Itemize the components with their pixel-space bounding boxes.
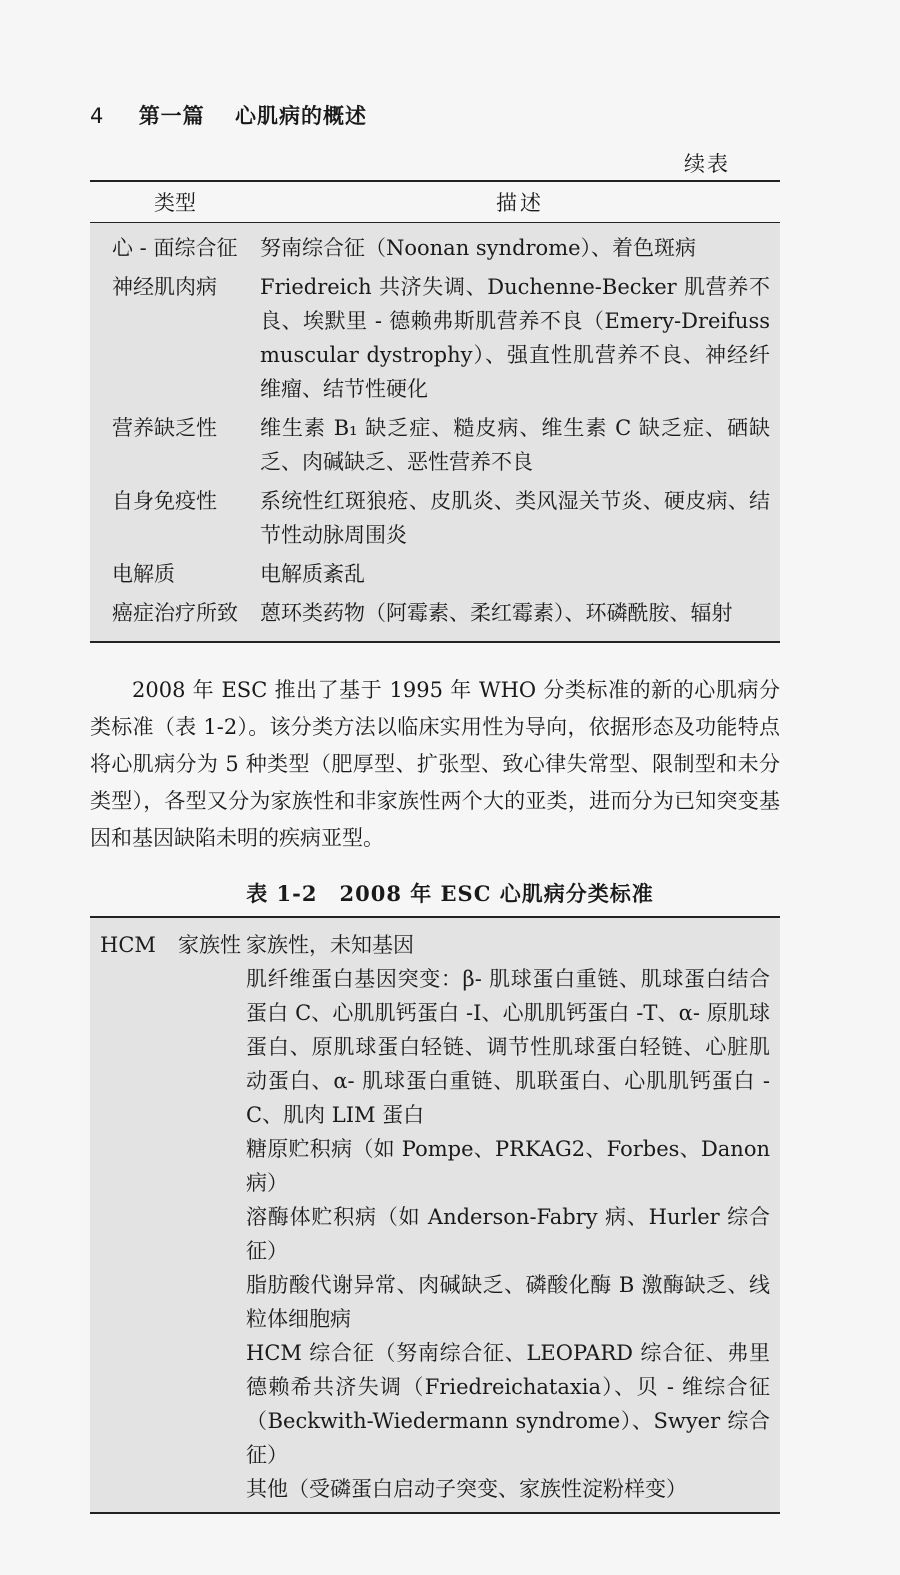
page-number: 4 xyxy=(90,104,105,128)
row-type: 心 - 面综合征 xyxy=(112,236,238,260)
classification-table xyxy=(90,916,780,1514)
subtype-label: 家族性 xyxy=(178,933,241,957)
page-header xyxy=(90,100,367,130)
row-description: 系统性红斑狼疮、皮肌炎、类风湿关节炎、硬皮病、结节性动脉周围炎 xyxy=(260,489,770,547)
column-header-description: 描述 xyxy=(496,191,544,215)
column-header-type: 类型 xyxy=(154,191,196,215)
list-item: 脂肪酸代谢异常、肉碱缺乏、磷酸化酶 B 激酶缺乏、线粒体细胞病 xyxy=(246,1273,770,1331)
paragraph-text: 2008 年 ESC 推出了基于 1995 年 WHO 分类标准的新的心肌病分类标准（表 1-2）。该分类方法以临床实用性为导向，依据形态及功能特点将心肌病分为 5 种类型（肥厚型、扩张型、致心律失常型、限制型和未分类型），各型又分为家族性和非家族性两个大的亚类，进而分为已知突变基因和基因缺陷未明的疾病亚型。 xyxy=(90,678,780,850)
table-row xyxy=(90,928,780,1506)
cardiomyopathy-type: HCM xyxy=(100,933,156,957)
chapter-title: 心肌病的概述 xyxy=(235,104,367,128)
part-label: 第一篇 xyxy=(138,104,205,128)
list-item: 糖原贮积病（如 Pompe、PRKAG2、Forbes、Danon 病） xyxy=(246,1137,770,1195)
table-row xyxy=(90,555,780,594)
list-item: 肌纤维蛋白基因突变：β- 肌球蛋白重链、肌球蛋白结合蛋白 C、心肌肌钙蛋白 -I、心肌肌钙蛋白 -T、α- 原肌球蛋白、原肌球蛋白轻链、调节性肌球蛋白轻链、心脏肌动蛋白、α- 肌球蛋白重链、肌联蛋白、心肌肌钙蛋白 -C、肌肉 LIM 蛋白 xyxy=(246,967,770,1127)
continued-label: 续表 xyxy=(684,152,730,176)
table-row xyxy=(90,229,780,268)
list-item: 其他（受磷蛋白启动子突变、家族性淀粉样变） xyxy=(246,1477,687,1501)
table-row xyxy=(90,409,780,482)
table-continued xyxy=(90,180,780,643)
list-item: HCM 综合征（努南综合征、LEOPARD 综合征、弗里德赖希共济失调（Friedreichataxia）、贝 - 维综合征（Beckwith-Wiedermann syndrome）、Swyer 综合征） xyxy=(246,1341,770,1467)
list-item: 家族性，未知基因 xyxy=(246,933,414,957)
row-description: 维生素 B₁ 缺乏症、糙皮病、维生素 C 缺乏症、硒缺乏、肉碱缺乏、恶性营养不良 xyxy=(260,416,770,474)
table-row xyxy=(90,482,780,555)
table-row xyxy=(90,594,780,633)
table-row xyxy=(90,268,780,409)
row-description: 电解质紊乱 xyxy=(260,562,365,586)
row-type: 神经肌肉病 xyxy=(112,275,217,299)
row-type: 自身免疫性 xyxy=(112,489,217,513)
row-description: 努南综合征（Noonan syndrome）、着色斑病 xyxy=(260,236,697,260)
table-body xyxy=(90,223,780,643)
row-description: 蒽环类药物（阿霉素、柔红霉素）、环磷酰胺、辐射 xyxy=(260,601,733,625)
table-title: 表 1-2 2008 年 ESC 心肌病分类标准 xyxy=(246,881,654,906)
table-header xyxy=(90,180,780,223)
row-type: 癌症治疗所致 xyxy=(112,601,238,625)
body-paragraph xyxy=(90,672,780,857)
row-type: 电解质 xyxy=(112,562,175,586)
row-type: 营养缺乏性 xyxy=(112,416,217,440)
cause-list xyxy=(246,928,780,1506)
row-description: Friedreich 共济失调、Duchenne-Becker 肌营养不良、埃默里 - 德赖弗斯肌营养不良（Emery-Dreifuss muscular dystrophy）、强直性肌营养不良、神经纤维瘤、结节性硬化 xyxy=(260,275,770,401)
list-item: 溶酶体贮积病（如 Anderson-Fabry 病、Hurler 综合征） xyxy=(246,1205,770,1263)
